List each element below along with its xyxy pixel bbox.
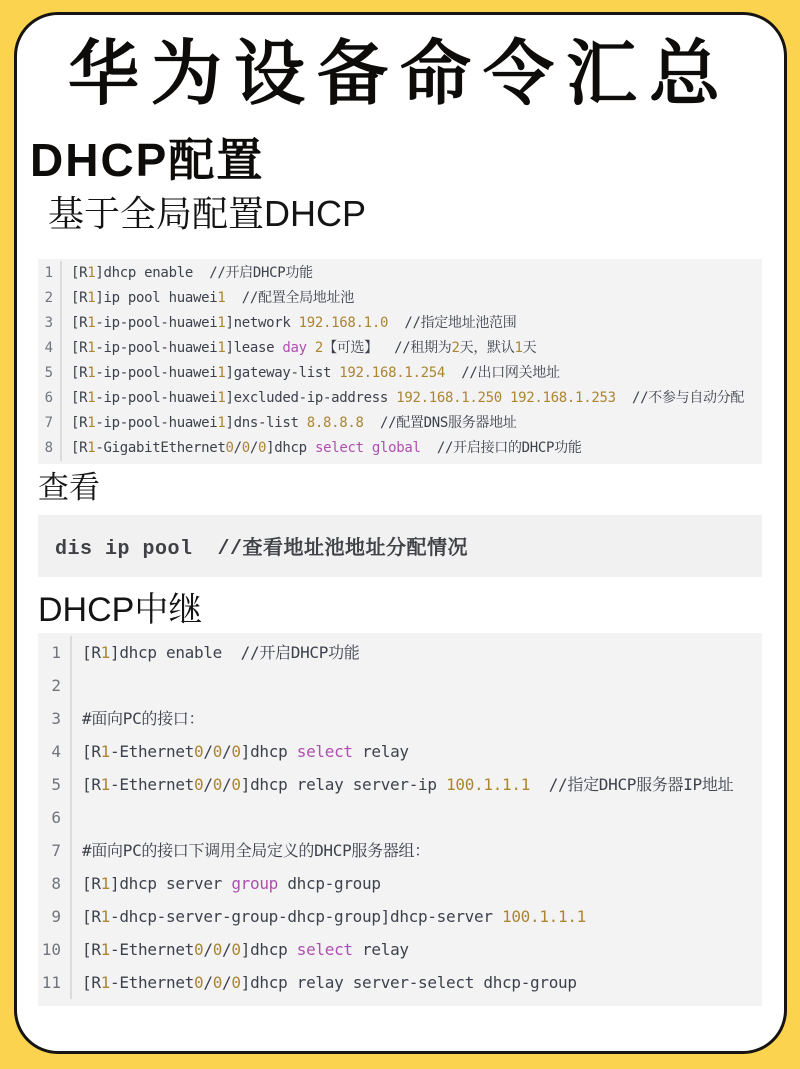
line-number: 6 [38,386,62,411]
code-block-dhcp-relay [38,633,762,1006]
line-number: 7 [38,411,62,436]
code-text: [R1-ip-pool-huawei1]excluded-ip-address 192.168.1.250 192.168.1.253 //不参与自动分配 [71,390,745,406]
line-number: 2 [38,669,72,702]
line-number: 1 [38,261,62,286]
code-line [38,311,762,336]
code-line [38,386,762,411]
code-line [38,669,762,702]
code-line [38,900,762,933]
line-number: 4 [38,336,62,361]
line-number: 5 [38,768,72,801]
line-number: 1 [38,636,72,669]
code-line [38,702,762,735]
code-block-view-command [38,515,762,577]
code-text: [R1-ip-pool-huawei1]gateway-list 192.168.1.254 //出口网关地址 [71,365,560,381]
code-text: [R1]dhcp enable //开启DHCP功能 [82,643,360,662]
code-text: [R1-ip-pool-huawei1]network 192.168.1.0 //指定地址池范围 [71,315,517,331]
code-line [38,361,762,386]
code-line [38,768,762,801]
line-number: 5 [38,361,62,386]
code-line [38,411,762,436]
line-number: 3 [38,311,62,336]
line-number: 6 [38,801,72,834]
code-text [72,801,82,834]
code-text [72,669,82,702]
code-line [38,261,762,286]
line-number: 4 [38,735,72,768]
code-text: #面向PC的接口： [82,709,205,728]
code-text: [R1-ip-pool-huawei1]lease day 2【可选】 //租期为2天，默认1天 [71,340,537,356]
line-number: 8 [38,867,72,900]
code-line [38,286,762,311]
code-line [38,834,762,867]
page-title: 华为设备命令汇总 [67,35,732,114]
code-line [38,867,762,900]
heading-dhcp-relay: DHCP中继 [38,591,203,629]
subheading-global-dhcp: 基于全局配置DHCP [48,193,367,234]
line-number: 10 [38,933,72,966]
line-number: 3 [38,702,72,735]
code-text: [R1-GigabitEthernet0/0/0]dhcp select global //开启接口的DHCP功能 [71,440,582,456]
code-line [38,933,762,966]
line-number: 2 [38,286,62,311]
code-text: #面向PC的接口下调用全局定义的DHCP服务器组： [82,841,430,860]
line-number: 11 [38,966,72,999]
code-text: [R1-Ethernet0/0/0]dhcp relay server-select dhcp-group [82,973,577,992]
code-block-global-dhcp [38,259,762,464]
code-text: [R1-Ethernet0/0/0]dhcp relay server-ip 100.1.1.1 //指定DHCP服务器IP地址 [82,775,734,794]
code-line [38,966,762,999]
code-line [38,801,762,834]
code-text: [R1-dhcp-server-group-dhcp-group]dhcp-server 100.1.1.1 [82,907,586,926]
code-text: [R1-Ethernet0/0/0]dhcp select relay [82,940,409,959]
line-number: 9 [38,900,72,933]
line-number: 7 [38,834,72,867]
code-line [38,336,762,361]
code-text: [R1-ip-pool-huawei1]dns-list 8.8.8.8 //配置DNS服务器地址 [71,415,517,431]
code-line [38,436,762,461]
section-heading-dhcp-config: DHCP配置 [30,134,265,186]
code-text: [R1]ip pool huawei1 //配置全局地址池 [71,290,354,306]
code-text: [R1]dhcp server group dhcp-group [82,874,381,893]
view-command-text: dis ip pool //查看地址池地址分配情况 [55,538,469,561]
code-text: [R1]dhcp enable //开启DHCP功能 [71,265,313,281]
line-number: 8 [38,436,62,461]
heading-view: 查看 [38,470,100,505]
code-line [38,636,762,669]
code-line [38,735,762,768]
code-text: [R1-Ethernet0/0/0]dhcp select relay [82,742,409,761]
